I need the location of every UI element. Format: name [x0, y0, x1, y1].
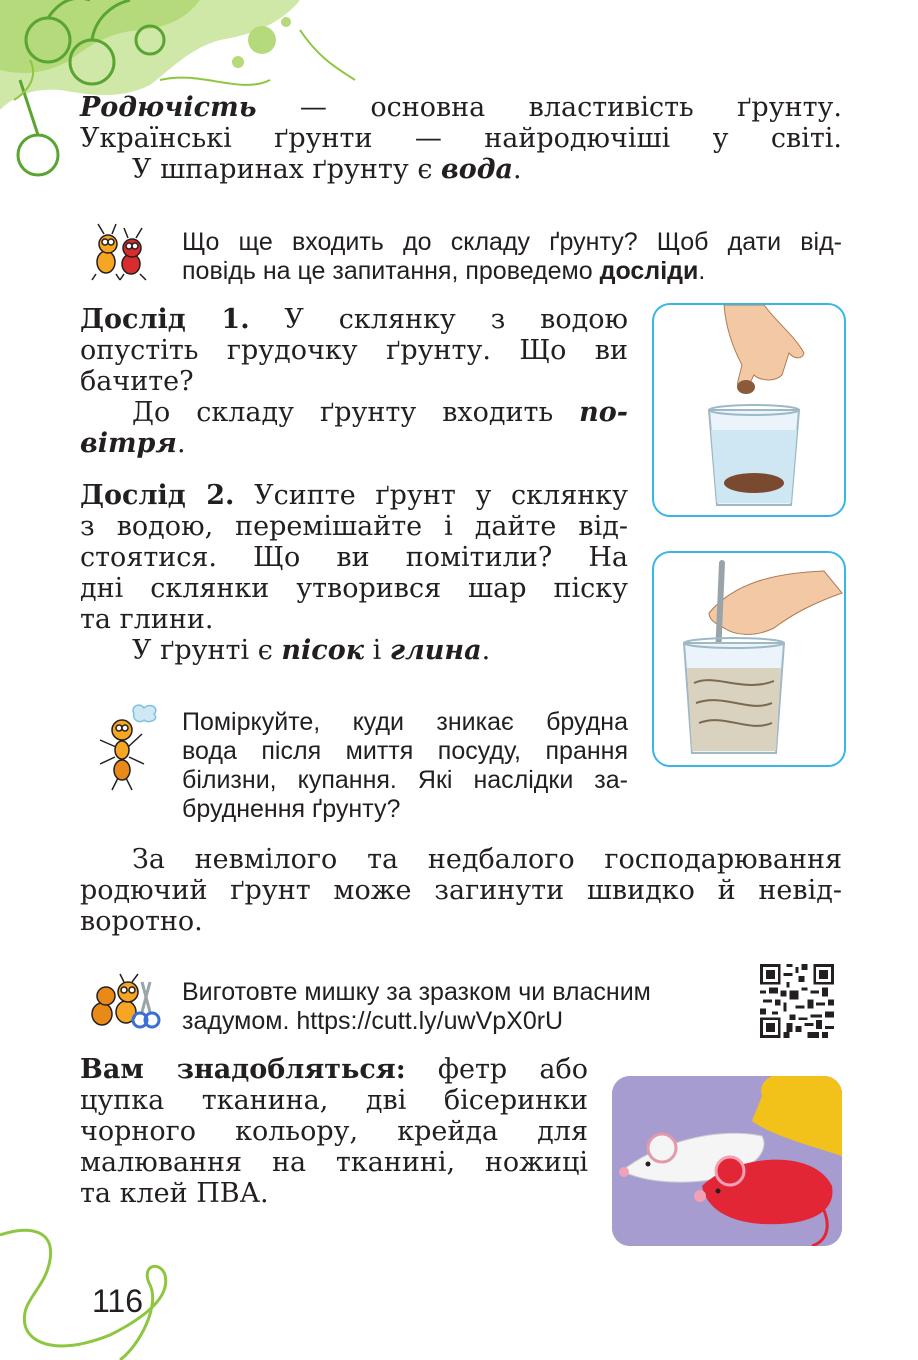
term-sand: пісок: [281, 635, 365, 666]
stirring-glass-illustration: [654, 553, 844, 765]
experiment-2-text: Дослід 2. Усипте ґрунт у склянку з водою, перемішайте і дайте від- стоятися. Що ви помітили? На дні склянки утворився шар піску та глини. У ґрунті є пісок і глина.: [80, 480, 628, 666]
photo-soil-into-glass: [652, 303, 846, 517]
fertility-paragraph: Родючість — основна властивість ґрунту. Українські ґрунти — найродючіші у світі. У шпаринах ґрунту є вода.: [80, 92, 842, 185]
photo-stirring-glass: [652, 551, 846, 767]
question-soil-composition: Що ще входить до складу ґрунту? Щоб дати від- повідь на це запитання, проведемо досліди.: [182, 228, 842, 285]
experiment-1-text: Дослід 1. У склянку з водою опустіть грудочку ґрунту. Що ви бачите? До складу ґрунту входить по- вітря.: [80, 304, 628, 459]
ants-with-scissors-icon: [84, 972, 164, 1036]
experiment-2-label: Дослід 2.: [80, 480, 235, 511]
materials-paragraph: Вам знадобляться: фетр або цупка тканина, дві бісеринки чорного кольору, крейда для малювання на тканині, ножиці та клей ПВА.: [80, 1054, 588, 1209]
warning-paragraph: За невмілого та недбалого господарювання родючий ґрунт може загинути швидко й невід- воротно.: [80, 844, 842, 937]
page-number: 116: [92, 1283, 144, 1319]
glass-with-soil-illustration: [654, 305, 844, 515]
craft-link[interactable]: задумом. https://cutt.ly/uwVpX0rU: [182, 1007, 564, 1035]
question-dirty-water: Поміркуйте, куди зникає брудна вода після миття посуду, прання білизни, купання. Які наслідки за- бруднення ґрунту?: [182, 708, 628, 823]
experiment-1-label: Дослід 1.: [80, 304, 250, 335]
term-air: вітря: [80, 428, 177, 459]
term-water: вода: [441, 154, 514, 185]
photo-felt-mice: [612, 1076, 842, 1246]
two-ants-icon: [86, 222, 156, 282]
qr-code-icon[interactable]: [760, 964, 834, 1038]
craft-instructions: Виготовте мишку за зразком чи власним задумом. https://cutt.ly/uwVpX0rU: [182, 978, 742, 1036]
thinking-ant-icon: [92, 702, 162, 792]
felt-mice-illustration: [612, 1076, 842, 1246]
term-fertility: Родючість: [80, 92, 257, 123]
term-clay: глина: [389, 635, 482, 666]
term-experiments: досліди: [599, 257, 699, 285]
materials-label: Вам знадобляться:: [80, 1054, 406, 1085]
